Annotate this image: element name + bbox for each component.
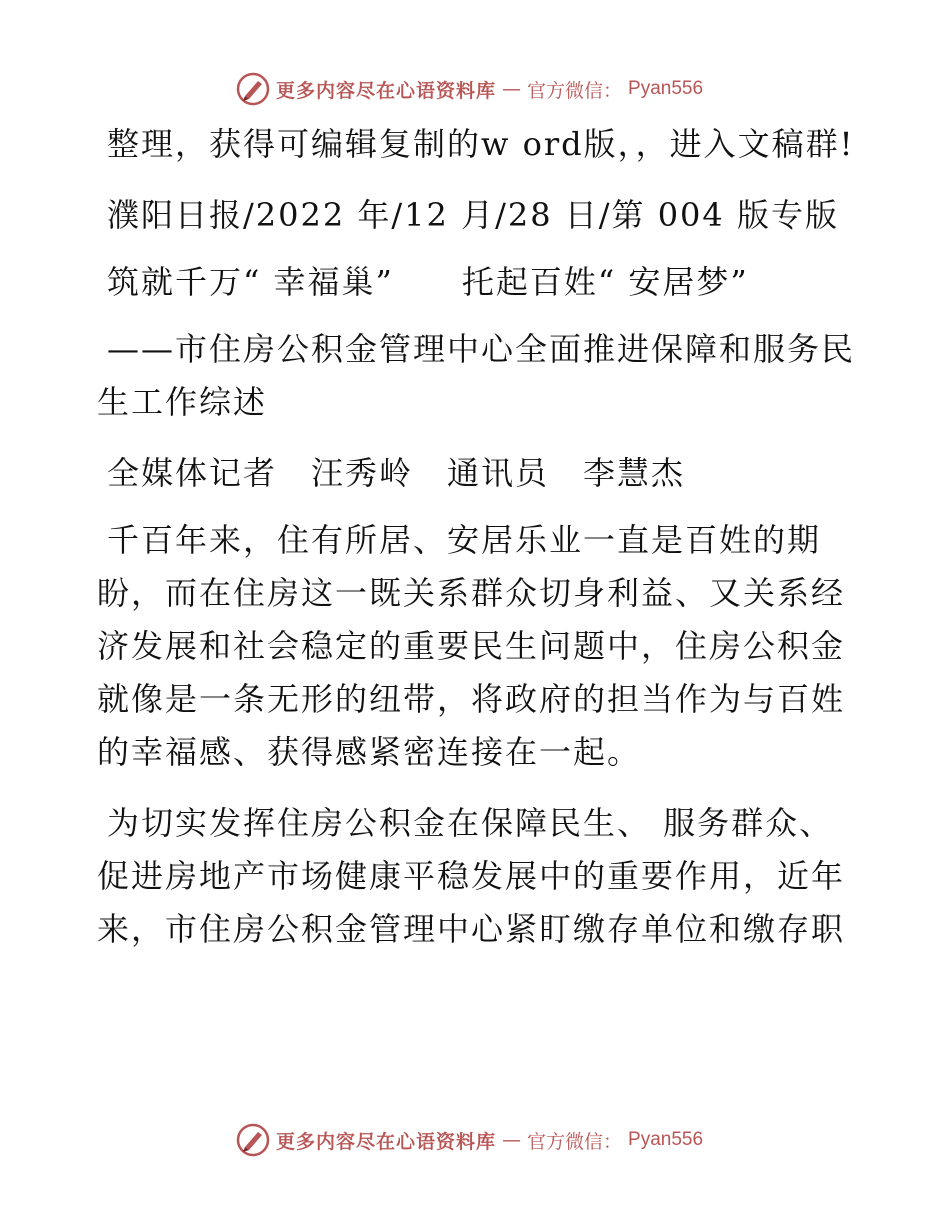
body-paragraph: 千百年来，住有所居、安居乐业一直是百姓的期盼，而在住房这一既关系群众切身利益、又关系经济发展和社会稳定的重要民生问题中，住房公积金就像是一条无形的纽带，将政府的担当作为与百姓的幸福感、获得感紧密连接在一起。 — [97, 521, 846, 771]
document-body — [97, 118, 857, 974]
pen-logo-icon — [236, 72, 270, 106]
header-watermark — [236, 72, 703, 106]
watermark-official-text: 官方微信： — [527, 1130, 623, 1153]
watermark-official-text: 官方微信： — [527, 79, 623, 102]
body-paragraph: 为切实发挥住房公积金在保障民生、 服务群众、促进房地产市场健康平稳发展中的重要作用，近年来，市住房公积金管理中心紧盯缴存单位和缴存职 — [97, 804, 846, 948]
pen-logo-icon — [236, 1123, 270, 1157]
source-line: 濮阳日报/2022 年/12 月/28 日/第 004 版专版 — [107, 196, 839, 234]
footer-watermark — [236, 1123, 703, 1157]
watermark-separator: — — [502, 78, 522, 100]
watermark-site-text: 更多内容尽在心语资料库 — [276, 1130, 497, 1153]
article-title: 筑就千万“ 幸福巢” 托起百姓“ 安居梦” — [107, 263, 749, 301]
article-subtitle: ——市住房公积金管理中心全面推进保障和服务民生工作综述 — [97, 330, 856, 421]
watermark-site-text: 更多内容尽在心语资料库 — [276, 79, 497, 102]
byline: 全媒体记者 汪秀岭 通讯员 李慧杰 — [107, 454, 686, 492]
watermark-separator: — — [502, 1129, 522, 1151]
intro-paragraph: 整理，获得可编辑复制的w ord版，，进入文稿群! — [107, 125, 855, 163]
watermark-wechat-id: Pyan556 — [628, 1129, 704, 1150]
watermark-wechat-id: Pyan556 — [628, 78, 704, 99]
